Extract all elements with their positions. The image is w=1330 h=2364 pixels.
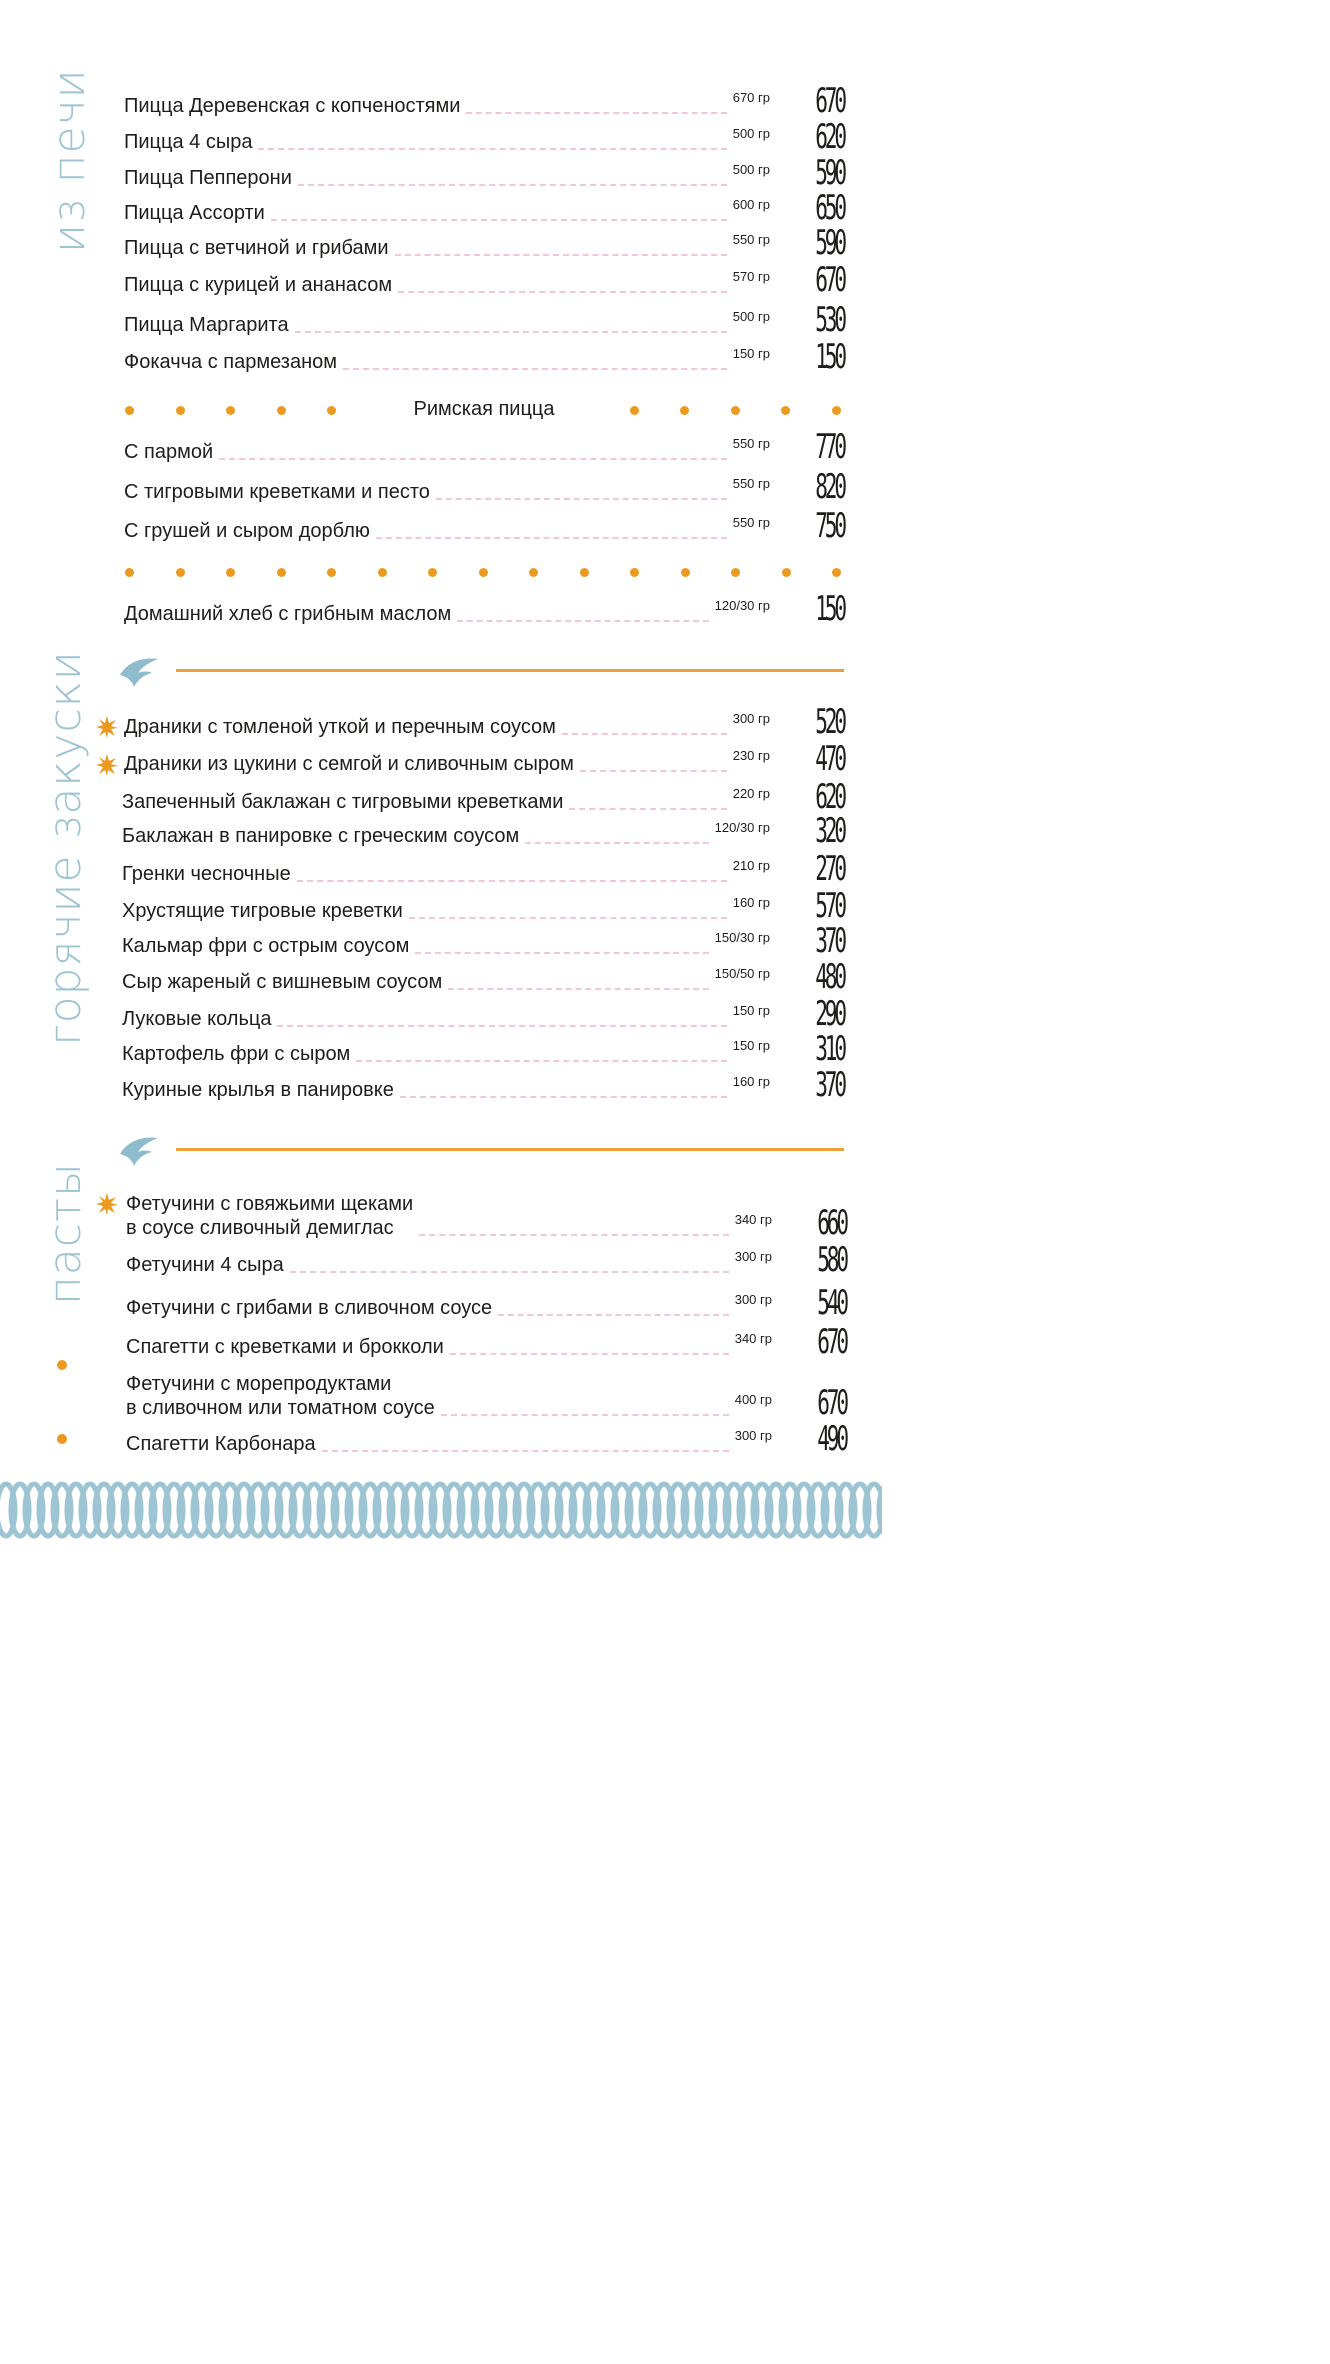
- decorative-dot: [125, 568, 134, 577]
- leader-line: [343, 368, 727, 370]
- item-weight: 300 гр: [734, 1249, 772, 1264]
- leader-line: [298, 184, 727, 186]
- item-name: Домашний хлеб с грибным маслом: [124, 603, 452, 625]
- menu-item: [124, 337, 844, 377]
- leader-line: [441, 1414, 729, 1416]
- leader-line: [356, 1060, 726, 1062]
- item-price: 150: [815, 589, 844, 629]
- decorative-dot: [781, 406, 790, 415]
- item-price: 310: [815, 1029, 844, 1069]
- item-name: Пицца с курицей и ананасом: [124, 274, 393, 296]
- decorative-dot: [428, 568, 437, 577]
- leader-line: [400, 1096, 727, 1098]
- section-divider: [176, 669, 844, 672]
- item-price: 670: [817, 1383, 846, 1423]
- decorative-dot: [832, 406, 841, 415]
- leader-line: [580, 770, 727, 772]
- item-weight: 600 гр: [732, 197, 770, 212]
- menu-item: [124, 117, 844, 157]
- menu-item: [124, 188, 844, 228]
- item-weight: 120/30 гр: [714, 820, 770, 835]
- item-weight: 150 гр: [732, 346, 770, 361]
- leader-line: [398, 291, 727, 293]
- decorative-dot: [630, 406, 639, 415]
- leader-line: [448, 988, 708, 990]
- item-price: 770: [815, 427, 844, 467]
- item-name: Хрустящие тигровые креветки: [122, 900, 403, 922]
- menu-item: [122, 777, 844, 817]
- item-name-line-2: в соусе сливочный демиглас: [126, 1217, 394, 1239]
- leader-line: [295, 331, 727, 333]
- decorative-dot: [529, 568, 538, 577]
- decorative-dot: [378, 568, 387, 577]
- item-price: 320: [815, 811, 844, 851]
- decorative-dot: [176, 406, 185, 415]
- item-name: Пицца 4 сыра: [124, 131, 253, 153]
- menu-item: [122, 1029, 844, 1069]
- menu-item: [126, 1240, 846, 1280]
- decorative-dot: [832, 568, 841, 577]
- menu-item: [122, 957, 844, 997]
- item-weight: 670 гр: [732, 90, 770, 105]
- item-weight: 160 гр: [732, 895, 770, 910]
- leader-line: [436, 498, 727, 500]
- item-weight: 300 гр: [732, 711, 770, 726]
- menu-item: [126, 1372, 846, 1423]
- decorative-dot: [731, 406, 740, 415]
- item-name: Кальмар фри с острым соусом: [122, 935, 410, 957]
- item-price: 620: [815, 117, 844, 157]
- item-name: Пицца Маргарита: [124, 314, 289, 336]
- leader-line: [498, 1314, 729, 1316]
- menu-item: [124, 260, 844, 300]
- item-name: Гренки чесночные: [122, 863, 291, 885]
- leader-line: [457, 620, 708, 622]
- item-name: Пицца Деревенская с копченостями: [124, 95, 461, 117]
- item-name: Драники из цукини с семгой и сливочным сыром: [124, 753, 574, 775]
- leader-line: [297, 880, 727, 882]
- decorative-dot: [681, 568, 690, 577]
- roman-pizza-heading: Римская пицца: [413, 398, 555, 420]
- item-name: Сыр жареный с вишневым соусом: [122, 971, 443, 993]
- leader-line: [219, 458, 727, 460]
- item-price: 370: [815, 921, 844, 961]
- menu-item: [124, 427, 844, 467]
- item-name: Куриные крылья в панировке: [122, 1079, 394, 1101]
- leader-line: [569, 808, 726, 810]
- leader-line: [322, 1450, 729, 1452]
- menu-item: [126, 1419, 846, 1459]
- menu-item: [122, 921, 844, 961]
- item-weight: 150/30 гр: [714, 930, 770, 945]
- item-price: 650: [815, 188, 844, 228]
- decorative-dot: [580, 568, 589, 577]
- menu-item: [122, 1065, 844, 1105]
- item-price: 670: [817, 1322, 846, 1362]
- decorative-border: [0, 1468, 882, 1568]
- item-price: 290: [815, 994, 844, 1034]
- item-weight: 570 гр: [732, 269, 770, 284]
- item-weight: 550 гр: [732, 436, 770, 451]
- item-weight: 150 гр: [732, 1003, 770, 1018]
- item-weight: 550 гр: [732, 476, 770, 491]
- item-weight: 220 гр: [732, 786, 770, 801]
- item-weight: 550 гр: [732, 515, 770, 530]
- item-name: [126, 1372, 435, 1420]
- item-name: С тигровыми креветками и песто: [124, 481, 430, 503]
- item-name: Спагетти Карбонара: [126, 1433, 316, 1455]
- item-name: Пицца Пепперони: [124, 167, 292, 189]
- decorative-dot: [327, 568, 336, 577]
- leader-line: [419, 1234, 729, 1236]
- decorative-dot: [57, 1434, 67, 1444]
- item-price: 540: [817, 1283, 846, 1323]
- item-weight: 150/50 гр: [714, 966, 770, 981]
- item-name: С грушей и сыром дорблю: [124, 520, 370, 542]
- leader-line: [525, 842, 708, 844]
- leader-line: [415, 952, 708, 954]
- star-icon: [96, 1193, 118, 1215]
- leader-line: [277, 1025, 726, 1027]
- item-weight: 340 гр: [734, 1212, 772, 1227]
- decorative-dot: [327, 406, 336, 415]
- leader-line: [258, 148, 726, 150]
- item-weight: 550 гр: [732, 232, 770, 247]
- menu-item: [126, 1283, 846, 1323]
- decorative-dot: [731, 568, 740, 577]
- decorative-dot: [176, 568, 185, 577]
- item-weight: 120/30 гр: [714, 598, 770, 613]
- menu-item: [122, 849, 844, 889]
- item-weight: 230 гр: [732, 748, 770, 763]
- menu-item: [124, 467, 844, 507]
- item-price: 620: [815, 777, 844, 817]
- item-price: 530: [815, 300, 844, 340]
- item-price: 590: [815, 223, 844, 263]
- menu-item: [124, 739, 844, 779]
- item-price: 490: [817, 1419, 846, 1459]
- item-price: 150: [815, 337, 844, 377]
- menu-item: [122, 886, 844, 926]
- item-name: Картофель фри с сыром: [122, 1043, 351, 1065]
- menu-item: [124, 300, 844, 340]
- item-weight: 500 гр: [732, 162, 770, 177]
- item-name: Драники с томленой уткой и перечным соусом: [124, 716, 556, 738]
- item-price: 570: [815, 886, 844, 926]
- leader-line: [409, 917, 727, 919]
- decorative-dot: [680, 406, 689, 415]
- item-weight: 400 гр: [734, 1392, 772, 1407]
- decorative-dot: [226, 568, 235, 577]
- item-weight: 160 гр: [732, 1074, 770, 1089]
- item-name-line-1: Фетучини с морепродуктами: [126, 1373, 392, 1395]
- item-name-line-1: Фетучини с говяжьими щеками: [126, 1193, 414, 1215]
- item-name: Пицца с ветчиной и грибами: [124, 237, 389, 259]
- menu-item: [124, 702, 844, 742]
- section-title-pasta: пасты: [40, 1162, 91, 1305]
- star-icon: [96, 754, 118, 776]
- item-name: Луковые кольца: [122, 1008, 272, 1030]
- item-price: 480: [815, 957, 844, 997]
- leader-line: [376, 537, 727, 539]
- item-price: 670: [815, 81, 844, 121]
- item-price: 670: [815, 260, 844, 300]
- item-name: Фетучини 4 сыра: [126, 1254, 284, 1276]
- decorative-dot: [277, 568, 286, 577]
- leader-line: [271, 219, 727, 221]
- star-icon: [96, 716, 118, 738]
- decorative-dot: [630, 568, 639, 577]
- menu-item: [122, 994, 844, 1034]
- item-name: Спагетти с креветками и брокколи: [126, 1336, 444, 1358]
- item-price: 660: [817, 1203, 846, 1243]
- leader-line: [562, 733, 727, 735]
- item-price: 750: [815, 506, 844, 546]
- item-name: [126, 1192, 413, 1240]
- decorative-dot: [226, 406, 235, 415]
- decorative-dot-row: [125, 568, 845, 578]
- item-weight: 300 гр: [734, 1428, 772, 1443]
- decorative-dot: [57, 1360, 67, 1370]
- item-name: Фетучини с грибами в сливочном соусе: [126, 1297, 493, 1319]
- item-name: Баклажан в панировке с греческим соусом: [122, 825, 520, 847]
- leader-line: [290, 1271, 729, 1273]
- menu-item: [124, 153, 844, 193]
- decorative-dot: [479, 568, 488, 577]
- section-title-hot-appetizers: горячие закуски: [40, 650, 91, 1046]
- section-divider: [176, 1148, 844, 1151]
- section-title-pizza: из печи: [44, 68, 95, 253]
- item-price: 370: [815, 1065, 844, 1105]
- item-name: Фокачча с пармезаном: [124, 351, 337, 373]
- item-weight: 500 гр: [732, 126, 770, 141]
- menu-item: [124, 506, 844, 546]
- item-weight: 500 гр: [732, 309, 770, 324]
- decorative-dot: [782, 568, 791, 577]
- item-name: Запеченный баклажан с тигровыми креветками: [122, 791, 564, 813]
- decorative-dot: [277, 406, 286, 415]
- menu-item: [124, 223, 844, 263]
- item-name: Пицца Ассорти: [124, 202, 265, 224]
- leader-line: [466, 112, 726, 114]
- item-price: 470: [815, 739, 844, 779]
- item-price: 820: [815, 467, 844, 507]
- item-price: 520: [815, 702, 844, 742]
- bird-icon: [118, 655, 160, 689]
- menu-item: [124, 81, 844, 121]
- leader-line: [395, 254, 727, 256]
- menu-item: [126, 1192, 846, 1243]
- item-weight: 210 гр: [732, 858, 770, 873]
- leader-line: [450, 1353, 729, 1355]
- item-weight: 150 гр: [732, 1038, 770, 1053]
- item-weight: 300 гр: [734, 1292, 772, 1307]
- decorative-dot: [125, 406, 134, 415]
- item-price: 580: [817, 1240, 846, 1280]
- item-price: 590: [815, 153, 844, 193]
- item-name-line-2: в сливочном или томатном соусе: [126, 1397, 435, 1419]
- menu-item: [126, 1322, 846, 1362]
- bird-icon: [118, 1134, 160, 1168]
- menu-item: [122, 811, 844, 851]
- menu-item: [124, 589, 844, 629]
- item-name: С пармой: [124, 441, 214, 463]
- item-weight: 340 гр: [734, 1331, 772, 1346]
- item-price: 270: [815, 849, 844, 889]
